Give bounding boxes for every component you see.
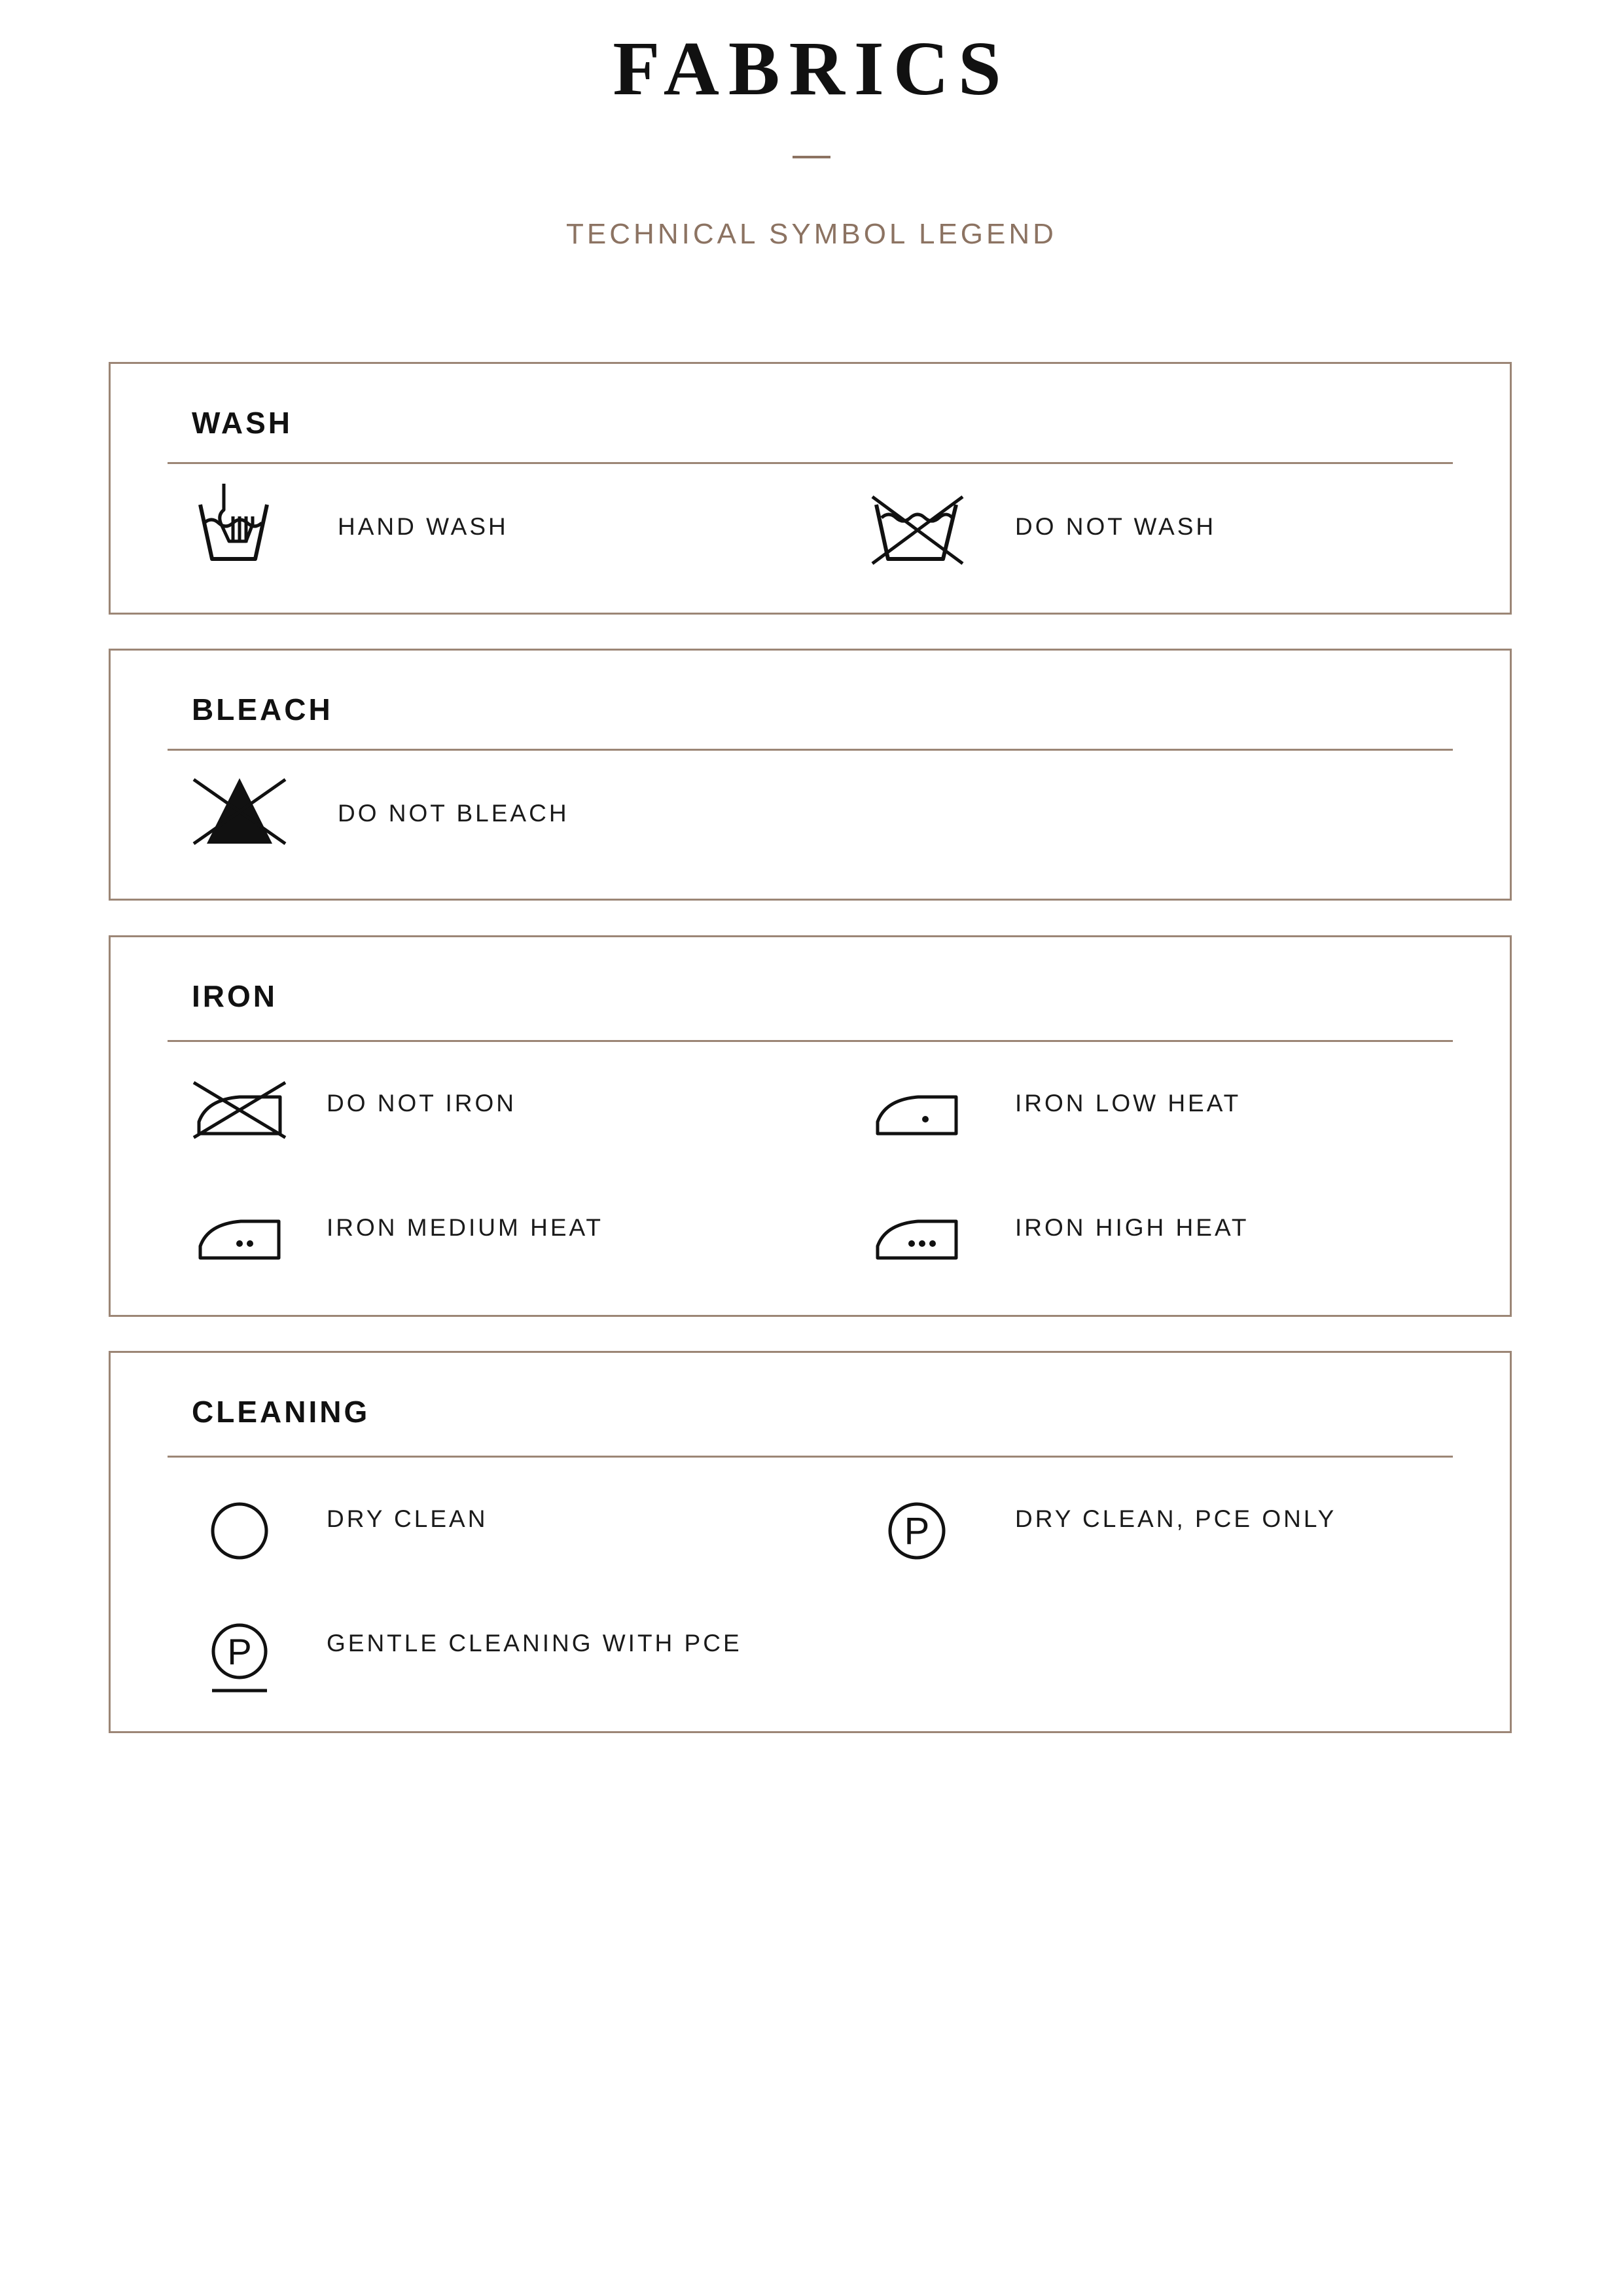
- do-not-iron-icon: [187, 1054, 292, 1158]
- page-subtitle: TECHNICAL SYMBOL LEGEND: [566, 218, 1057, 250]
- section-cleaning: [109, 1351, 1512, 1733]
- item-label: IRON HIGH HEAT: [1015, 1214, 1249, 1241]
- item-label: DO NOT BLEACH: [338, 800, 569, 827]
- legend-item-do-not-bleach: [187, 764, 776, 869]
- section-title: WASH: [192, 406, 293, 440]
- section-divider: [168, 1040, 1453, 1042]
- legend-item-iron-low-heat: [865, 1054, 1454, 1158]
- section-title: CLEANING: [192, 1395, 370, 1429]
- do-not-bleach-icon: [187, 764, 292, 869]
- gentle-clean-pce-icon: [187, 1594, 292, 1698]
- legend-item-dry-clean-pce-only: [865, 1469, 1454, 1574]
- dry-clean-pce-icon: [865, 1469, 969, 1574]
- section-title: IRON: [192, 979, 277, 1013]
- section-divider: [168, 749, 1453, 751]
- legend-item-iron-medium-heat: [187, 1178, 776, 1283]
- section-bleach: [109, 649, 1512, 901]
- section-divider: [168, 1456, 1453, 1458]
- title-divider: [793, 156, 830, 158]
- item-label: IRON LOW HEAT: [1015, 1090, 1241, 1117]
- section-iron: [109, 935, 1512, 1317]
- item-label: GENTLE CLEANING WITH PCE: [327, 1630, 742, 1657]
- item-label: DO NOT IRON: [327, 1090, 516, 1117]
- iron-high-heat-icon: [865, 1178, 969, 1283]
- item-label: IRON MEDIUM HEAT: [327, 1214, 604, 1241]
- legend-item-do-not-iron: [187, 1054, 776, 1158]
- svg-text:P: P: [904, 1510, 930, 1552]
- legend-item-hand-wash: [187, 477, 776, 582]
- section-divider: [168, 462, 1453, 464]
- svg-text:P: P: [227, 1631, 252, 1672]
- item-label: DO NOT WASH: [1015, 513, 1217, 540]
- section-wash: [109, 362, 1512, 615]
- legend-item-do-not-wash: [865, 477, 1454, 582]
- section-title: BLEACH: [192, 692, 333, 726]
- iron-medium-heat-icon: [187, 1178, 292, 1283]
- iron-low-heat-icon: [865, 1054, 969, 1158]
- dry-clean-icon: [187, 1469, 292, 1574]
- legend-item-dry-clean: [187, 1469, 776, 1574]
- item-label: HAND WASH: [338, 513, 508, 540]
- page-title: FABRICS: [613, 26, 1010, 111]
- item-label: DRY CLEAN, PCE ONLY: [1015, 1505, 1337, 1532]
- item-label: DRY CLEAN: [327, 1505, 488, 1532]
- legend-item-gentle-cleaning-pce: [187, 1594, 776, 1698]
- do-not-wash-icon: [865, 477, 969, 582]
- legend-item-iron-high-heat: [865, 1178, 1454, 1283]
- hand-wash-icon: [187, 477, 292, 582]
